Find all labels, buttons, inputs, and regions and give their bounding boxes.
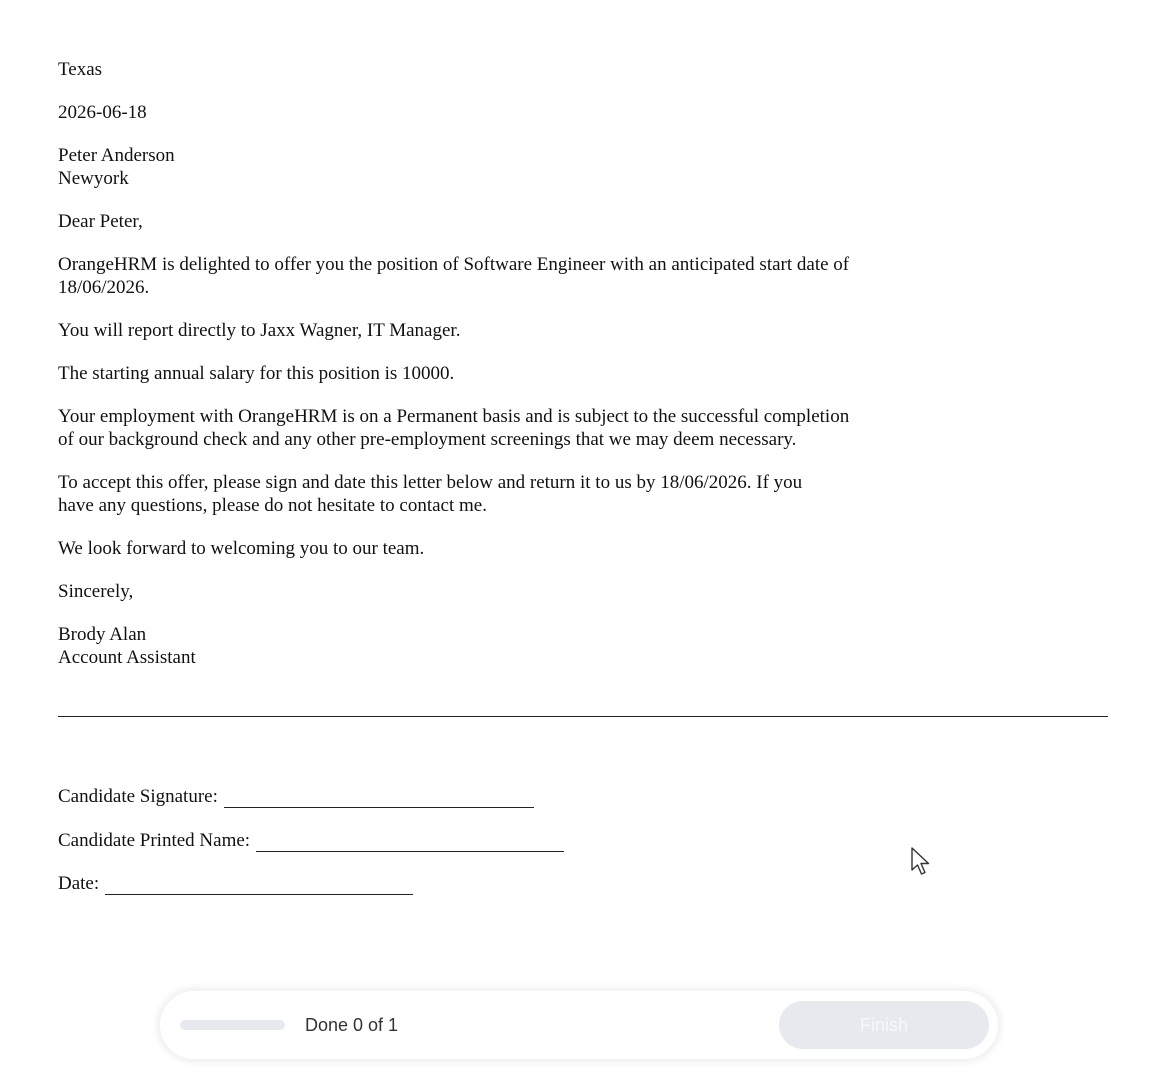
- signing-progress-bar: [160, 991, 998, 1059]
- sender-title: Account Assistant: [58, 647, 196, 668]
- signature-row: [58, 785, 564, 808]
- accept-paragraph: [58, 471, 1108, 517]
- offer-letter: [58, 58, 1108, 689]
- salutation: Dear Peter,: [58, 211, 143, 232]
- printed-name-row: [58, 829, 564, 852]
- mouse-pointer-icon: [910, 846, 932, 876]
- sender-name: Brody Alan: [58, 624, 147, 645]
- recipient-name: Peter Anderson: [58, 145, 175, 166]
- progress-text: Done 0 of 1: [305, 1015, 399, 1035]
- offer-paragraph: [58, 253, 1108, 299]
- employment-paragraph: [58, 405, 1108, 451]
- date-row: [58, 872, 564, 895]
- progress-track: [180, 1020, 285, 1030]
- accept-paragraph-line: have any questions, please do not hesitate to contact me.: [58, 495, 487, 516]
- signature-line: [224, 790, 534, 808]
- recipient-city: Newyork: [58, 168, 129, 189]
- closing: Sincerely,: [58, 581, 134, 602]
- employment-paragraph-line: Your employment with OrangeHRM is on a Permanent basis and is subject to the successful completion: [58, 406, 850, 427]
- finish-button[interactable]: Finish: [779, 1001, 989, 1049]
- signature-label: Candidate Signature:: [58, 786, 218, 807]
- recipient-block: [58, 144, 1108, 190]
- divider: [58, 716, 1108, 717]
- printed-name-line: [256, 834, 564, 852]
- employment-paragraph-line: of our background check and any other pre-employment screenings that we may deem necessary.: [58, 429, 797, 450]
- signature-section: [58, 785, 564, 916]
- letter-location: Texas: [58, 59, 103, 80]
- sender-block: [58, 623, 1108, 669]
- report-paragraph: You will report directly to Jaxx Wagner, IT Manager.: [58, 320, 461, 341]
- salary-paragraph: The starting annual salary for this position is 10000.: [58, 363, 455, 384]
- accept-paragraph-line: To accept this offer, please sign and date this letter below and return it to us by 18/06/2026. If you: [58, 472, 803, 493]
- date-line: [105, 877, 413, 895]
- offer-paragraph-line: 18/06/2026.: [58, 277, 150, 298]
- welcome-paragraph: We look forward to welcoming you to our team.: [58, 538, 425, 559]
- date-label: Date:: [58, 873, 100, 894]
- offer-paragraph-line: OrangeHRM is delighted to offer you the position of Software Engineer with an anticipated start date of: [58, 254, 850, 275]
- printed-name-label: Candidate Printed Name:: [58, 829, 251, 851]
- letter-date: 2026-06-18: [58, 102, 147, 123]
